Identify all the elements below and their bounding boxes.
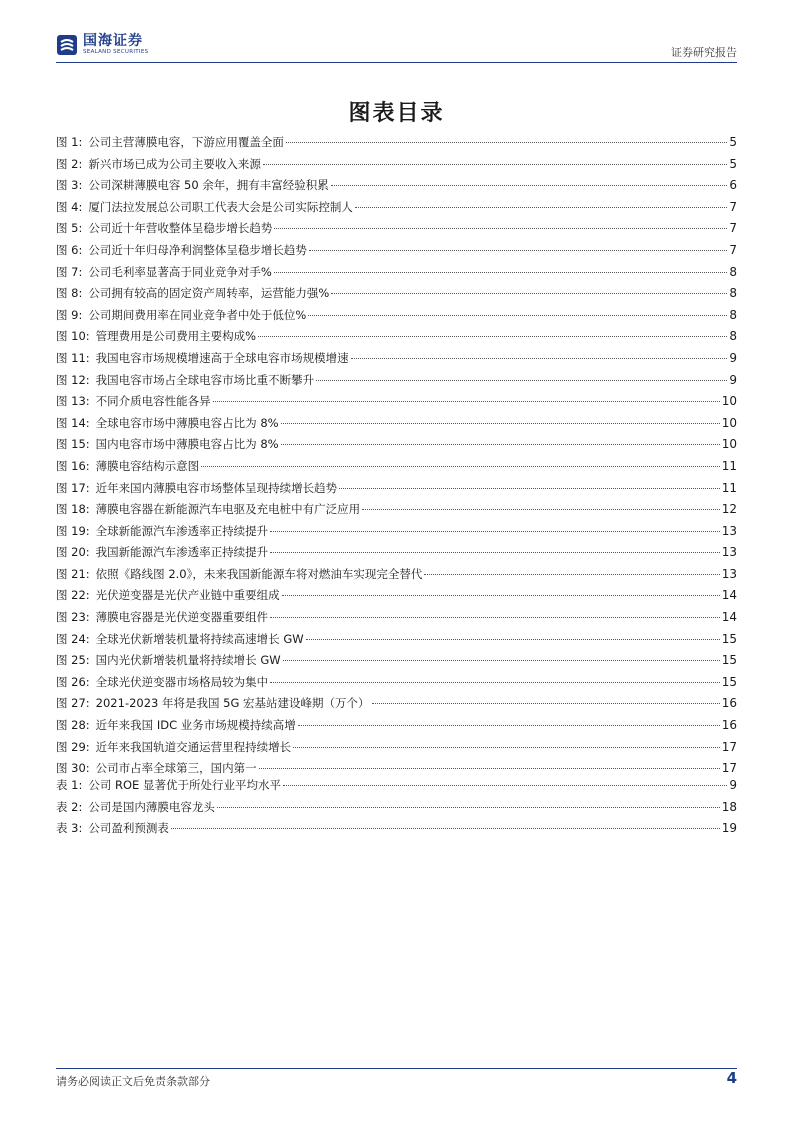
company-logo <box>56 34 148 56</box>
dot-leader <box>201 466 720 467</box>
table-list <box>56 775 737 840</box>
disclaimer-note: 请务必阅读正文后免责条款部分 <box>56 1075 210 1088</box>
dot-leader <box>258 336 727 337</box>
toc-entry-label: 图 7: <box>56 264 83 279</box>
dot-leader <box>270 552 720 553</box>
toc-entry-label: 图 6: <box>56 242 83 257</box>
toc-entry-page: 8 <box>729 286 737 301</box>
toc-entry-title: 近年来国内薄膜电容市场整体呈现持续增长趋势 <box>95 480 338 495</box>
toc-entry[interactable] <box>56 326 737 348</box>
toc-entry[interactable] <box>56 629 737 651</box>
dot-leader <box>259 768 720 769</box>
toc-entry-title: 厦门法拉发展总公司职工代表大会是公司实际控制人 <box>88 199 353 214</box>
dot-leader <box>372 703 720 704</box>
toc-entry-label: 图 16: <box>56 458 90 473</box>
toc-entry-title: 新兴市场已成为公司主要收入来源 <box>88 156 261 171</box>
toc-entry[interactable] <box>56 305 737 327</box>
toc-entry-page: 7 <box>729 199 737 214</box>
dot-leader <box>283 660 720 661</box>
toc-entry-label: 表 2: <box>56 799 83 814</box>
toc-entry-page: 15 <box>721 674 737 689</box>
dot-leader <box>316 380 727 381</box>
logo-cn-text: 国海证券 <box>83 33 143 49</box>
toc-entry-title: 光伏逆变器是光伏产业链中重要组成 <box>95 588 280 603</box>
toc-entry-label: 表 1: <box>56 778 83 792</box>
dot-leader <box>293 747 720 748</box>
toc-entry-page: 8 <box>729 264 737 279</box>
toc-entry-page: 5 <box>729 135 737 149</box>
toc-entry[interactable] <box>56 775 737 797</box>
toc-entry-title: 国内电容市场中薄膜电容占比为 8% <box>95 437 279 452</box>
toc-entry-label: 图 4: <box>56 199 83 214</box>
toc-entry-page: 13 <box>721 566 737 581</box>
toc-entry-page: 9 <box>729 778 737 792</box>
dot-leader <box>213 401 720 402</box>
toc-entry-page: 14 <box>721 610 737 625</box>
toc-entry[interactable] <box>56 370 737 392</box>
toc-entry[interactable] <box>56 456 737 478</box>
dot-leader <box>282 595 720 596</box>
dot-leader <box>308 315 727 316</box>
toc-entry-page: 18 <box>721 799 737 814</box>
toc-entry[interactable] <box>56 175 737 197</box>
toc-entry-label: 图 25: <box>56 653 90 668</box>
toc-entry-label: 图 3: <box>56 178 83 193</box>
toc-entry-label: 图 17: <box>56 480 90 495</box>
toc-entry-title: 公司市占率全球第三，国内第一 <box>95 761 257 776</box>
toc-entry-page: 16 <box>721 696 737 711</box>
toc-entry-page: 16 <box>721 718 737 733</box>
toc-entry-title: 公司盈利预测表 <box>88 821 169 836</box>
toc-entry-label: 图 22: <box>56 588 90 603</box>
toc-entry[interactable] <box>56 650 737 672</box>
dot-leader <box>274 272 728 273</box>
toc-entry-page: 11 <box>721 480 737 495</box>
page-title: 图表目录 <box>348 100 445 126</box>
dot-leader <box>424 574 719 575</box>
toc-entry-title: 不同介质电容性能各异 <box>95 394 211 409</box>
toc-entry[interactable] <box>56 348 737 370</box>
toc-entry[interactable] <box>56 478 737 500</box>
footer-divider <box>56 1068 737 1069</box>
toc-entry[interactable] <box>56 693 737 715</box>
toc-entry[interactable] <box>56 240 737 262</box>
toc-entry[interactable] <box>56 262 737 284</box>
toc-entry[interactable] <box>56 132 737 154</box>
dot-leader <box>281 423 720 424</box>
header-divider <box>56 62 737 63</box>
toc-entry-title: 公司拥有较高的固定资产周转率，运营能力强% <box>88 286 330 301</box>
dot-leader <box>270 617 720 618</box>
page-header <box>56 32 737 62</box>
toc-entry[interactable] <box>56 499 737 521</box>
toc-entry-label: 图 13: <box>56 394 90 409</box>
toc-entry-label: 图 30: <box>56 761 90 776</box>
dot-leader <box>306 639 720 640</box>
toc-entry-title: 公司主营薄膜电容，下游应用覆盖全面 <box>88 135 284 149</box>
toc-entry-title: 公司 ROE 显著优于所处行业平均水平 <box>88 778 281 792</box>
toc-entry-title: 公司期间费用率在同业竞争者中处于低位% <box>88 307 307 322</box>
toc-entry-label: 图 8: <box>56 286 83 301</box>
dot-leader <box>339 488 720 489</box>
dot-leader <box>217 807 720 808</box>
toc-entry-title: 薄膜电容结构示意图 <box>95 458 200 473</box>
toc-entry-page: 17 <box>721 761 737 776</box>
toc-entry-label: 图 28: <box>56 718 90 733</box>
dot-leader <box>331 185 728 186</box>
toc-entry-title: 依照《路线图 2.0》，未来我国新能源车将对燃油车实现完全替代 <box>95 566 423 581</box>
toc-entry-label: 图 2: <box>56 156 83 171</box>
toc-entry[interactable] <box>56 391 737 413</box>
toc-entry-label: 图 21: <box>56 566 90 581</box>
toc-entry-label: 图 9: <box>56 307 83 322</box>
toc-entry[interactable] <box>56 564 737 586</box>
toc-entry-label: 图 20: <box>56 545 90 560</box>
toc-entry-title: 薄膜电容器在新能源汽车电驱及充电桩中有广泛应用 <box>95 502 361 517</box>
toc-entry-title: 公司近十年营收整体呈稳步增长趋势 <box>88 221 273 236</box>
toc-entry[interactable] <box>56 283 737 305</box>
report-type-label: 证券研究报告 <box>671 46 737 59</box>
toc-entry-page: 10 <box>721 394 737 409</box>
toc-entry-label: 图 12: <box>56 372 90 387</box>
toc-entry-label: 图 29: <box>56 739 90 754</box>
toc-entry[interactable] <box>56 672 737 694</box>
toc-entry-title: 国内光伏新增装机量将持续增长 GW <box>95 653 281 668</box>
toc-entry-title: 公司近十年归母净利润整体呈稳步增长趋势 <box>88 242 307 257</box>
toc-entry-page: 8 <box>729 307 737 322</box>
toc-entry-label: 图 10: <box>56 329 90 344</box>
toc-entry-page: 8 <box>729 329 737 344</box>
toc-entry-title: 公司毛利率显著高于同业竞争对手% <box>88 264 272 279</box>
dot-leader <box>355 207 728 208</box>
toc-entry[interactable] <box>56 797 737 819</box>
toc-entry-title: 全球新能源汽车渗透率正持续提升 <box>95 523 269 538</box>
toc-entry-label: 图 23: <box>56 610 90 625</box>
toc-entry-title: 近年来我国轨道交通运营里程持续增长 <box>95 739 292 754</box>
dot-leader <box>171 828 720 829</box>
toc-entry-title: 全球电容市场中薄膜电容占比为 8% <box>95 415 279 430</box>
toc-entry-label: 图 14: <box>56 415 90 430</box>
toc-entry-title: 全球光伏逆变器市场格局较为集中 <box>95 674 269 689</box>
toc-entry[interactable] <box>56 607 737 629</box>
toc-entry-title: 管理费用是公司费用主要构成% <box>95 329 257 344</box>
toc-entry-page: 9 <box>729 372 737 387</box>
toc-entry[interactable] <box>56 197 737 219</box>
toc-entry-label: 图 27: <box>56 696 90 711</box>
sealand-logo-icon <box>56 34 78 56</box>
toc-entry-title: 薄膜电容器是光伏逆变器重要组件 <box>95 610 269 625</box>
dot-leader <box>331 293 727 294</box>
toc-entry-page: 14 <box>721 588 737 603</box>
toc-entry-label: 图 11: <box>56 350 90 365</box>
toc-entry-page: 12 <box>721 502 737 517</box>
toc-entry-page: 13 <box>721 523 737 538</box>
figure-list <box>56 132 737 780</box>
dot-leader <box>263 164 728 165</box>
toc-entry-page: 7 <box>729 221 737 236</box>
toc-entry[interactable] <box>56 154 737 176</box>
dot-leader <box>270 531 720 532</box>
toc-entry-title: 公司是国内薄膜电容龙头 <box>88 799 215 814</box>
toc-entry[interactable] <box>56 737 737 759</box>
toc-entry-label: 图 26: <box>56 674 90 689</box>
toc-entry[interactable] <box>56 585 737 607</box>
toc-entry-title: 我国新能源汽车渗透率正持续提升 <box>95 545 269 560</box>
dot-leader <box>298 725 720 726</box>
toc-entry-page: 17 <box>721 739 737 754</box>
toc-entry-title: 我国电容市场规模增速高于全球电容市场规模增速 <box>95 350 349 365</box>
toc-entry[interactable] <box>56 413 737 435</box>
toc-entry-page: 5 <box>729 156 737 171</box>
dot-leader <box>281 444 720 445</box>
toc-entry-page: 13 <box>721 545 737 560</box>
toc-entry[interactable] <box>56 521 737 543</box>
dot-leader <box>362 509 720 510</box>
toc-entry-label: 图 1: <box>56 135 83 149</box>
toc-entry[interactable] <box>56 218 737 240</box>
toc-entry-title: 我国电容市场占全球电容市场比重不断攀升 <box>95 372 315 387</box>
toc-entry-label: 图 24: <box>56 631 90 646</box>
toc-entry-label: 图 15: <box>56 437 90 452</box>
toc-entry[interactable] <box>56 434 737 456</box>
dot-leader <box>270 682 720 683</box>
toc-entry-page: 10 <box>721 415 737 430</box>
toc-entry-page: 7 <box>729 242 737 257</box>
toc-entry-title: 近年来我国 IDC 业务市场规模持续高增 <box>95 718 296 733</box>
toc-entry-label: 图 19: <box>56 523 90 538</box>
dot-leader <box>309 250 728 251</box>
dot-leader <box>283 785 727 786</box>
dot-leader <box>274 228 727 229</box>
page-number: 4 <box>726 1069 737 1087</box>
toc-entry[interactable] <box>56 715 737 737</box>
toc-entry-title: 公司深耕薄膜电容 50 余年，拥有丰富经验积累 <box>88 178 329 193</box>
toc-entry[interactable] <box>56 818 737 840</box>
dot-leader <box>351 358 728 359</box>
toc-entry-page: 9 <box>729 350 737 365</box>
toc-entry-title: 2021-2023 年将是我国 5G 宏基站建设峰期（万个） <box>95 696 370 711</box>
logo-en-text: SEALAND SECURITIES <box>83 49 149 55</box>
dot-leader <box>286 142 728 143</box>
toc-entry-title: 全球光伏新增装机量将持续高速增长 GW <box>95 631 304 646</box>
toc-entry-label: 图 5: <box>56 221 83 236</box>
toc-entry-label: 表 3: <box>56 821 83 836</box>
toc-entry[interactable] <box>56 542 737 564</box>
toc-entry-label: 图 18: <box>56 502 90 517</box>
toc-entry-page: 15 <box>721 631 737 646</box>
toc-entry-page: 15 <box>721 653 737 668</box>
toc-entry-page: 6 <box>729 178 737 193</box>
toc-entry-page: 11 <box>721 458 737 473</box>
toc-entry-page: 10 <box>721 437 737 452</box>
toc-entry-page: 19 <box>721 821 737 836</box>
